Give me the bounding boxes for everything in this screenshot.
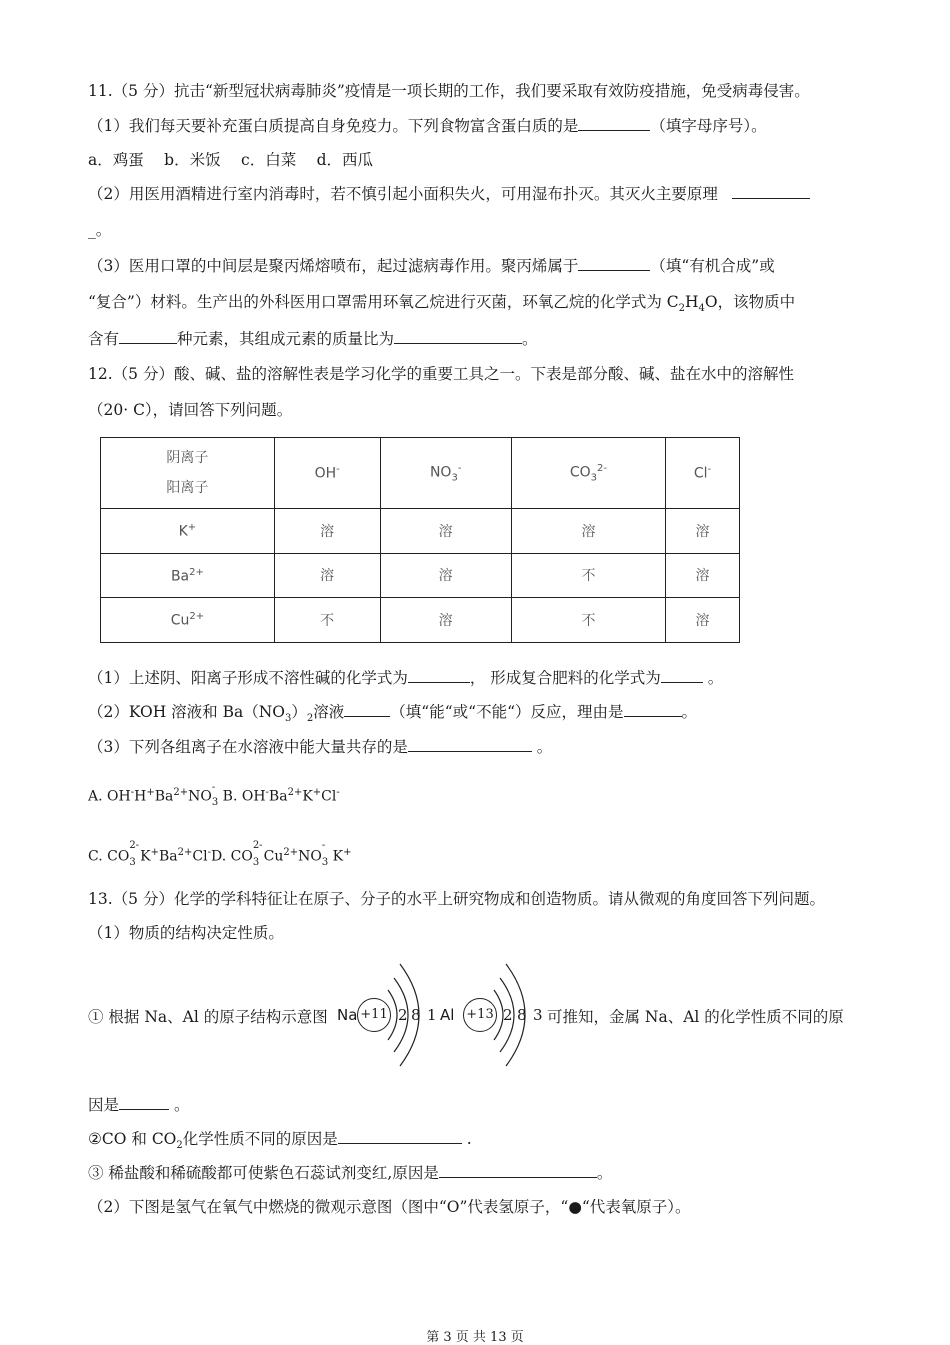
al-electron-count: 8 [517, 1006, 527, 1024]
text: ③ 稀盐酸和稀硫酸都可使紫色石蕊试剂变红,原因是 [88, 1164, 439, 1182]
table-row [101, 509, 740, 554]
answer-blank[interactable] [408, 667, 470, 683]
na-nucleus: +11 [357, 998, 391, 1032]
answer-blank[interactable] [408, 736, 532, 752]
answer-blank[interactable] [119, 328, 177, 344]
q13-part1: （1）物质的结构决定性质。 [88, 924, 284, 942]
table-cell: 溶 [380, 553, 511, 598]
q13-part2: （2）下图是氢气在氧气中燃烧的微观示意图（图中“O”代表氢原子，“●“代表氧原子）。 [88, 1198, 691, 1216]
q11-options: a．鸡蛋 b．米饭 c．白菜 d．西瓜 [88, 151, 374, 169]
ion: Ba [170, 568, 190, 585]
answer-blank[interactable] [578, 115, 650, 131]
header-no3 [380, 438, 511, 509]
text: （2）KOH 溶液和 Ba（NO [88, 703, 286, 721]
text: 。 [522, 330, 538, 348]
q11-part3 [88, 255, 775, 277]
h: NO [429, 464, 452, 481]
table-cell: 不 [511, 553, 665, 598]
text: （1）上述阴、阳离子形成不溶性碱的化学式为 [88, 669, 408, 687]
text: （3）下列各组离子在水溶液中能大量共存的是 [88, 738, 408, 756]
table-cell: 溶 [274, 553, 380, 598]
na-electron-count: 1 [427, 1006, 437, 1024]
text: . [461, 1130, 472, 1148]
q13-s2 [88, 1128, 472, 1157]
text: 溶液 [313, 703, 345, 721]
q13-s1-cont: 可推知，金属 Na、Al 的化学性质不同的原 [547, 1008, 844, 1026]
text: 含有 [88, 330, 120, 348]
na-electron-count: 8 [411, 1006, 421, 1024]
q11-part3-line3 [88, 328, 538, 350]
ion: Cu [170, 612, 190, 629]
row-ion [101, 598, 275, 643]
answer-blank[interactable] [439, 1162, 597, 1178]
table-row [101, 598, 740, 643]
q12-options-ab: A. $OH^-H^+Ba^{2+}NO$ - $_3$ B. $OH^-Ba^{2+}K^+Cl^-$ [88, 781, 340, 808]
q11-part3-line2 [88, 291, 795, 320]
q11-part2-text: （2）用医用酒精进行室内消毒时，若不慎引起小面积失火，可用湿布扑灭。其灭火主要原理 [88, 185, 718, 203]
text: C. CO [88, 848, 130, 865]
charge: + [187, 522, 197, 533]
answer-blank[interactable] [344, 701, 390, 717]
q11-part2 [88, 183, 810, 205]
table-cell: 溶 [274, 509, 380, 554]
q11-part2-tail: _。 [88, 221, 112, 239]
q13-s1: ① 根据 Na、Al 的原子结构示意图 [88, 1008, 328, 1026]
table-cell: 溶 [666, 509, 740, 554]
answer-blank[interactable] [661, 667, 703, 683]
q11-part1-text: （1）我们每天要补充蛋白质提高自身免疫力。下列食物富含蛋白质的是 [88, 117, 579, 135]
text: ②CO 和 CO [88, 1130, 177, 1148]
page-footer: 第 3 页 共 13 页 [426, 1330, 524, 1345]
al-electron-count: 2 [503, 1006, 513, 1024]
q12-title2: （20· C），请回答下列问题。 [88, 401, 293, 419]
q13-title: 13.（5 分）化学的学科特征让在原子、分子的水平上研究物成和创造物质。请从微观的角度回答下列问题。 [88, 890, 825, 908]
q13-s3 [88, 1162, 612, 1184]
text: （填“能“或“不能“）反应，理由是 [390, 703, 624, 721]
sup: - [707, 464, 712, 476]
sub: 2 [176, 1140, 183, 1152]
table-cell: 不 [511, 598, 665, 643]
q11-part3-text: （3）医用口罩的中间层是聚丙烯熔喷布，起过滤病毒作用。聚丙烯属于 [88, 257, 579, 275]
table-row [101, 553, 740, 598]
answer-blank[interactable] [624, 701, 682, 717]
charge: 2+ [189, 566, 204, 578]
q12-part1 [88, 667, 723, 689]
subscript: 2 [678, 303, 686, 315]
text: 。 [702, 669, 724, 687]
text: 。 [531, 738, 553, 756]
row-ion [101, 509, 275, 554]
q12-part2 [88, 701, 697, 730]
h: CO [569, 464, 591, 481]
text: O，该物质中 [704, 293, 796, 311]
text: “复合”）材料。生产出的外科医用口罩需用环氧乙烷进行灭菌，环氧乙烷的化学式为 C [88, 293, 679, 311]
sub: 3 [590, 472, 598, 484]
na-electron-count: 2 [398, 1006, 408, 1024]
sub: 2 [306, 713, 314, 725]
h: Cl [693, 465, 708, 482]
row-ion [101, 553, 275, 598]
ion: K [178, 523, 188, 540]
text: 。 [169, 1096, 190, 1114]
text: 。 [596, 1164, 613, 1182]
solubility-table [100, 437, 740, 643]
text: ） [291, 703, 307, 721]
corner-cell [101, 438, 275, 509]
q11-title: 11.（5 分）抗击“新型冠状病毒肺炎”疫情是一项长期的工作，我们要采取有效防疫措施，免受病毒侵害。 [88, 82, 810, 100]
q12-options-cd: C. CO 2- $_3$ $K^+Ba^{2+}Cl^-D$. CO 2- $_3$ $Cu^{2+}NO$ - $_3$ K+ [88, 839, 352, 868]
q11-part3-tail: （填“有机合成”或 [650, 257, 775, 275]
table-cell: 溶 [511, 509, 665, 554]
table-cell: 溶 [380, 509, 511, 554]
text: 种元素，其组成元素的质量比为 [177, 330, 395, 348]
sup: - [457, 462, 462, 474]
q12-part3 [88, 736, 552, 758]
al-nucleus: +13 [463, 998, 497, 1032]
sup: 2- [597, 462, 608, 474]
al-electron-count: 3 [533, 1006, 543, 1024]
header-cl [666, 438, 740, 509]
text: ， 形成复合肥料的化学式为 [469, 669, 661, 687]
text: 。 [681, 703, 698, 721]
answer-blank[interactable] [394, 328, 522, 344]
q11-part1-tail: （填字母序号）。 [650, 117, 767, 135]
q12-title: 12.（5 分）酸、碱、盐的溶解性表是学习化学的重要工具之一。下表是部分酸、碱、盐在水中的溶解性 [88, 365, 794, 383]
answer-blank[interactable] [338, 1128, 462, 1144]
text: H [134, 788, 147, 805]
header-co3 [511, 438, 665, 509]
na-label: Na [337, 1006, 358, 1024]
anion-label: 阴离子 [166, 450, 209, 466]
sub: 3 [285, 713, 292, 725]
charge: 2+ [189, 611, 205, 623]
answer-blank[interactable] [578, 255, 650, 271]
header-oh [274, 438, 380, 509]
text: 因是 [88, 1096, 120, 1114]
table-cell: 不 [274, 598, 380, 643]
h: OH [314, 465, 337, 482]
answer-blank[interactable] [119, 1094, 169, 1110]
text: H [685, 293, 699, 311]
q11-part1 [88, 115, 767, 137]
table-cell: 溶 [666, 553, 740, 598]
text: 化学性质不同的原因是 [182, 1130, 338, 1148]
al-label: Al [440, 1006, 455, 1024]
subscript: 4 [698, 303, 705, 315]
answer-blank[interactable] [732, 183, 810, 199]
text: A. OH [88, 788, 131, 805]
q13-s1-end [88, 1094, 189, 1116]
table-cell: 溶 [666, 598, 740, 643]
sub: 3 [451, 472, 458, 484]
sup: - [336, 464, 340, 476]
cation-label: 阳离子 [166, 480, 209, 496]
table-cell: 溶 [380, 598, 511, 643]
